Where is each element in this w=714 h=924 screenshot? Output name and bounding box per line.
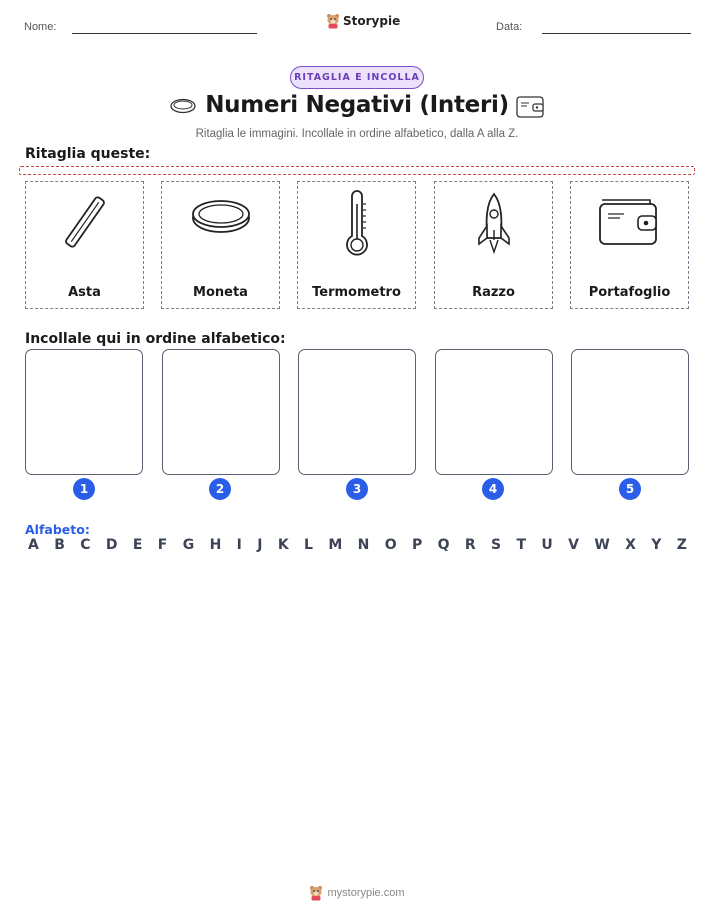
slot-number-badge: 2 (209, 478, 231, 500)
alphabet-letter: A (28, 537, 39, 553)
brand-name: Storypie (343, 14, 401, 28)
alphabet-letter: K (277, 537, 289, 553)
alphabet-letter: H (209, 537, 222, 553)
card-label: Portafoglio (588, 285, 671, 300)
brand-logo (326, 13, 400, 29)
alphabet-letter: C (80, 537, 91, 553)
date-line (542, 33, 691, 34)
wallet-icon (515, 94, 545, 120)
paste-slot-5[interactable] (571, 349, 689, 475)
slot-number-badge: 4 (482, 478, 504, 500)
storypie-mascot-icon (326, 13, 340, 29)
rocket-icon (470, 190, 518, 260)
alphabet-letter: E (132, 537, 143, 553)
wallet-icon (596, 190, 664, 250)
alphabet-letter: L (304, 537, 313, 553)
cut-card-razzo[interactable] (434, 181, 553, 309)
alphabet-letter: J (257, 537, 263, 553)
activity-badge: RITAGLIA E INCOLLA (290, 66, 424, 89)
paste-heading: Incollale qui in ordine alfabetico: (25, 331, 286, 347)
name-label: Nome: (24, 21, 57, 33)
footer-site: mystorypie.com (327, 887, 405, 899)
coin-icon (189, 192, 253, 240)
alphabet-letter: B (54, 537, 65, 553)
paste-slot-4[interactable] (435, 349, 553, 475)
alphabet-letter: M (328, 537, 343, 553)
alphabet-letter: T (516, 537, 527, 553)
date-label: Data: (496, 21, 523, 33)
alphabet-letter: P (411, 537, 423, 553)
card-label: Razzo (472, 285, 515, 300)
alphabet-letter: Y (651, 537, 662, 553)
alphabet-letter: W (594, 537, 610, 553)
alphabet-letter: V (568, 537, 579, 553)
alphabet-letter: X (625, 537, 636, 553)
slot-number-badge: 3 (346, 478, 368, 500)
slot-number-badge: 5 (619, 478, 641, 500)
slot-number-badge: 1 (73, 478, 95, 500)
stick-icon (55, 190, 115, 254)
alphabet-letter: U (541, 537, 553, 553)
thermometer-icon (337, 190, 377, 260)
alphabet-letter: I (236, 537, 242, 553)
page-title: Numeri Negativi (Interi) (205, 92, 509, 118)
cut-card-asta[interactable] (25, 181, 144, 309)
instructions: Ritaglia le immagini. Incollale in ordine alfabetico, dalla A alla Z. (195, 128, 519, 140)
alphabet-letter: D (105, 537, 118, 553)
cut-heading: Ritaglia queste: (25, 146, 151, 162)
name-line (72, 33, 257, 34)
alphabet-letter: S (491, 537, 502, 553)
alphabet-letter: Q (437, 537, 450, 553)
cut-card-portafoglio[interactable] (570, 181, 689, 309)
paste-slot-2[interactable] (162, 349, 280, 475)
paste-slot-1[interactable] (25, 349, 143, 475)
alphabet-letter: G (182, 537, 195, 553)
card-label: Termometro (312, 285, 401, 300)
paste-slot-3[interactable] (298, 349, 416, 475)
alphabet-row (25, 537, 690, 553)
card-label: Moneta (193, 285, 248, 300)
alphabet-letter: R (464, 537, 476, 553)
cut-dashed-line (19, 166, 695, 175)
footer (0, 885, 714, 901)
alphabet-letter: Z (676, 537, 687, 553)
alphabet-label: Alfabeto: (25, 522, 90, 537)
card-label: Asta (68, 285, 101, 300)
cut-card-termometro[interactable] (297, 181, 416, 309)
alphabet-letter: O (384, 537, 397, 553)
alphabet-letter: F (157, 537, 168, 553)
alphabet-letter: N (357, 537, 370, 553)
storypie-mascot-icon (309, 885, 323, 901)
cut-card-moneta[interactable] (161, 181, 280, 309)
